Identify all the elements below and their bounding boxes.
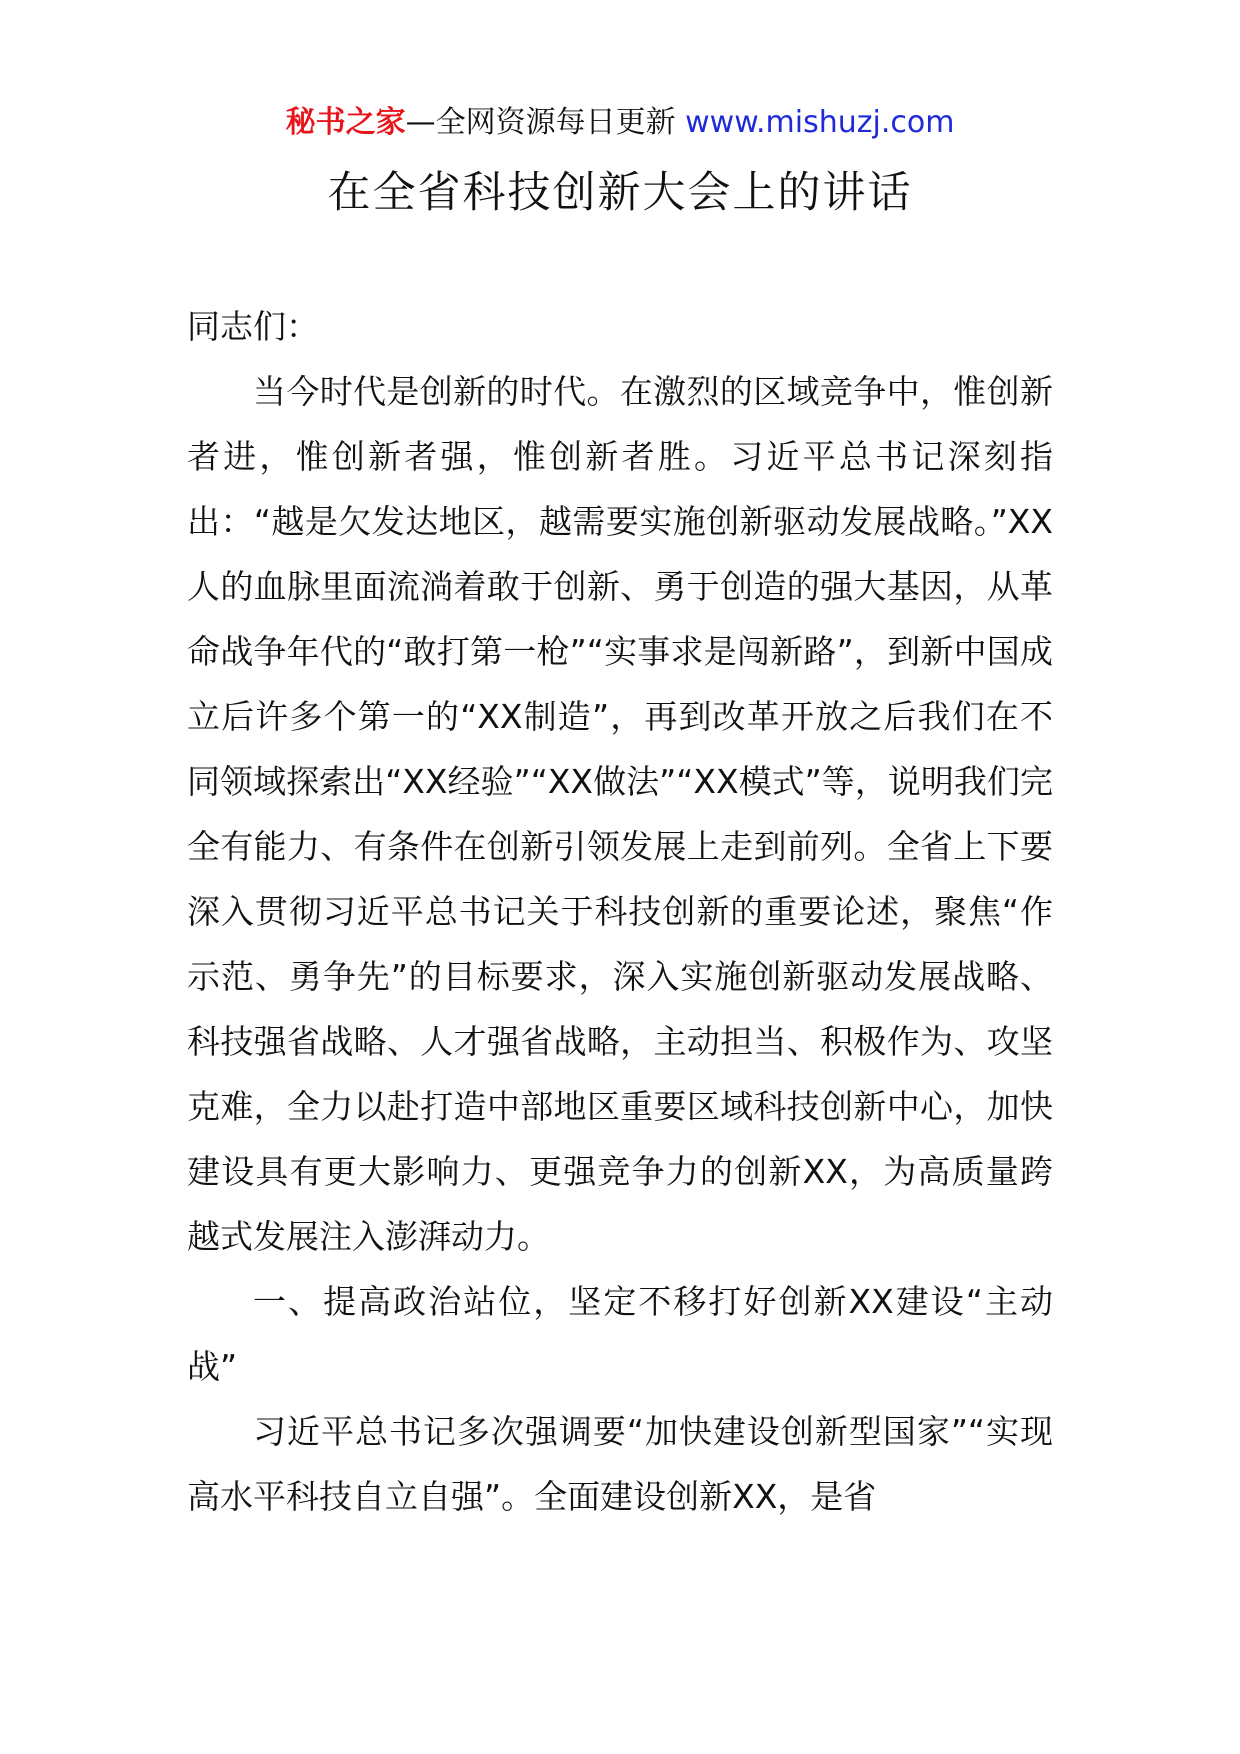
body-paragraph: 当今时代是创新的时代。在激烈的区域竞争中，惟创新者进，惟创新者强，惟创新者胜。习近平总书记深刻指出：“越是欠发达地区，越需要实施创新驱动发展战略。”XX人的血脉里面流淌着敢于创新、勇于创造的强大基因，从革命战争年代的“敢打第一枪”“实事求是闯新路”，到新中国成立后许多个第一的“XX制造”，再到改革开放之后我们在不同领域探索出“XX经验”“XX做法”“XX模式”等，说明我们完全有能力、有条件在创新引领发展上走到前列。全省上下要深入贯彻习近平总书记关于科技创新的重要论述，聚焦“作示范、勇争先”的目标要求，深入实施创新驱动发展战略、科技强省战略、人才强省战略，主动担当、积极作为、攻坚克难，全力以赴打造中部地区重要区域科技创新中心，加快建设具有更大影响力、更强竞争力的创新XX，为高质量跨越式发展注入澎湃动力。 — [187, 372, 1053, 1256]
section-heading: 一、提高政治站位，坚定不移打好创新XX建设“主动战” — [187, 1282, 1053, 1386]
section-paragraph: 习近平总书记多次强调要“加快建设创新型国家”“实现高水平科技自立自强”。全面建设创新XX，是省 — [187, 1412, 1053, 1516]
document-title: 在全省科技创新大会上的讲话 — [327, 168, 913, 218]
site-tagline: —全网资源每日更新 — [405, 105, 686, 140]
site-url-link[interactable]: www.mishuzj.com — [685, 105, 955, 140]
document-body — [187, 294, 1053, 1529]
site-brand: 秘书之家 — [285, 105, 406, 140]
site-header — [0, 103, 1240, 143]
salutation: 同志们： — [187, 307, 319, 346]
